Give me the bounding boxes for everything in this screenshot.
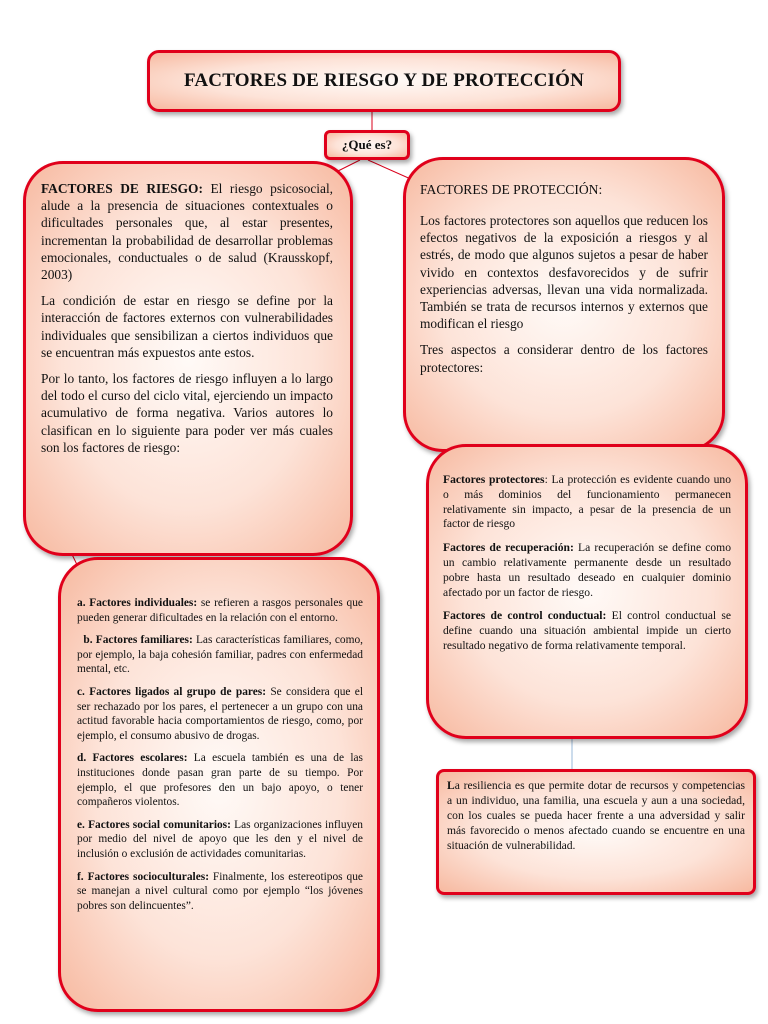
tipo-label: c. Factores ligados al grupo de pares: [77,685,267,698]
tipo-item [77,596,363,625]
riesgo-paragraph-3: Por lo tanto, los factores de riesgo influyen a lo largo del todo el curso del ciclo vital, ejerciendo un impacto acumulativo de forma negativa. Varios autores lo clasifican en lo siguiente para poder ver más cuales son los factores de riesgo: [41,371,333,455]
aspecto-item [443,609,731,653]
resiliencia-box [436,769,756,895]
proteccion-box [403,157,725,452]
riesgo-paragraph-2: La condición de estar en riesgo se define por la interacción de factores externos con vulnerabilidades individuales que sensibilizan a ciertos individuos que se encuentran más expuestos ante estos. [41,293,333,360]
riesgo-heading: FACTORES DE RIESGO: [41,181,203,196]
tipo-text: Finalmente, los estereotipos que se manejan a nivel cultural como por ejemplo “los jóvenes pobres son delincuentes”. [77,870,363,912]
riesgo-definition [41,180,333,283]
aspecto-text: El control conductual se define cuando una situación ambiental impide un cierto resultado negativo de forma relativamente temporal. [443,609,731,652]
title-box [147,50,621,112]
tipo-text: Las características familiares, como, por ejemplo, la baja cohesión familiar, padres con enfermedad mental, etc. [77,634,366,676]
tipo-text: se refieren a rasgos personales que pueden generar dificultades en la relación con el entorno. [77,597,363,624]
tipo-item [77,751,363,809]
aspecto-text: La recuperación se define como un cambio relativamente permanente desde un resultado pobre hasta un resultado deseado en cualquier dominio afectado por un factor de riesgo. [443,541,732,599]
proteccion-heading: FACTORES DE PROTECCIÓN: [420,182,603,197]
question-label: ¿Qué es? [341,137,393,152]
tipo-item [77,818,363,862]
tipo-label: a. Factores individuales: [77,597,198,609]
aspecto-text: : La protección es evidente cuando uno o más dominios del funcionamiento permanecen relativamente sin impacto, a pesar de la presencia de un factor de riesgo [443,473,731,531]
tipo-item [77,633,366,677]
tipo-item [77,685,363,743]
resiliencia-body: a resiliencia es que permite dotar de recursos y competencias a un individuo, una familia, una escuela y aun a una sociedad, con los cuales se pueda hacer frente a una adversidad y salir más favorecido o menos afectado cuando se encuentre en una situación de vulnerabilidad. [447,779,745,852]
tipo-item [77,870,363,914]
question-box [324,130,410,160]
aspecto-item [443,541,731,600]
tipo-text: Se considera que el ser rechazado por los pares, el pertenecer a un grupo con una actitud favorable hacia comportamientos de riesgo, como, por ejemplo, el consumo abusivo de drogas. [77,685,363,742]
tipo-label: d. Factores escolares: [77,752,188,765]
aspecto-label: Factores protectores [443,473,545,486]
riesgo-box [23,161,353,556]
tipo-text: La escuela también es una de las instituciones donde pasan gran parte de su tiempo. Por ejemplo, el que profesores den un bajo apoyo, o tener compañeros violentos. [77,752,363,809]
aspecto-label: Factores de recuperación: [443,541,574,555]
tipos-riesgo-box [58,557,380,1012]
proteccion-paragraph-2: Tres aspectos a considerar dentro de los factores protectores: [420,342,708,375]
aspecto-label: Factores de control conductual: [443,609,607,623]
resiliencia-initial: L [447,779,455,792]
tipo-label: e. Factores social comunitarios: [77,818,231,831]
resiliencia-text [447,778,745,853]
main-title: FACTORES DE RIESGO Y DE PROTECCIÓN [183,70,585,91]
proteccion-paragraph-1: Los factores protectores son aquellos que reducen los efectos negativos de la exposición a riesgos y al estrés, de modo que algunos sujetos a pesar de haber vivido en contextos desfavorecidos y de sufrir experiencias adversas, llevan una vida normalizada. También se trata de recursos internos y externos que modifican el riesgo [420,213,708,332]
tipo-label: f. Factores socioculturales: [77,870,209,883]
aspecto-item [443,473,731,532]
tipo-label: b. Factores familiares: [77,634,193,647]
riesgo-intro: El riesgo psicosocial, alude a la presencia de situaciones contextuales o dificultades personales que, al estar presentes, incrementan la probabilidad de desarrollar problemas emocionales, conductuales o de salud (Kraussk​opf, 2003) [41,181,334,283]
tipo-text: Las organizaciones influyen por medio del nivel de apoyo que les den y el nivel de inclusión o exclusión de actividades comunitarias. [77,818,363,860]
aspectos-protectores-box [426,444,748,739]
